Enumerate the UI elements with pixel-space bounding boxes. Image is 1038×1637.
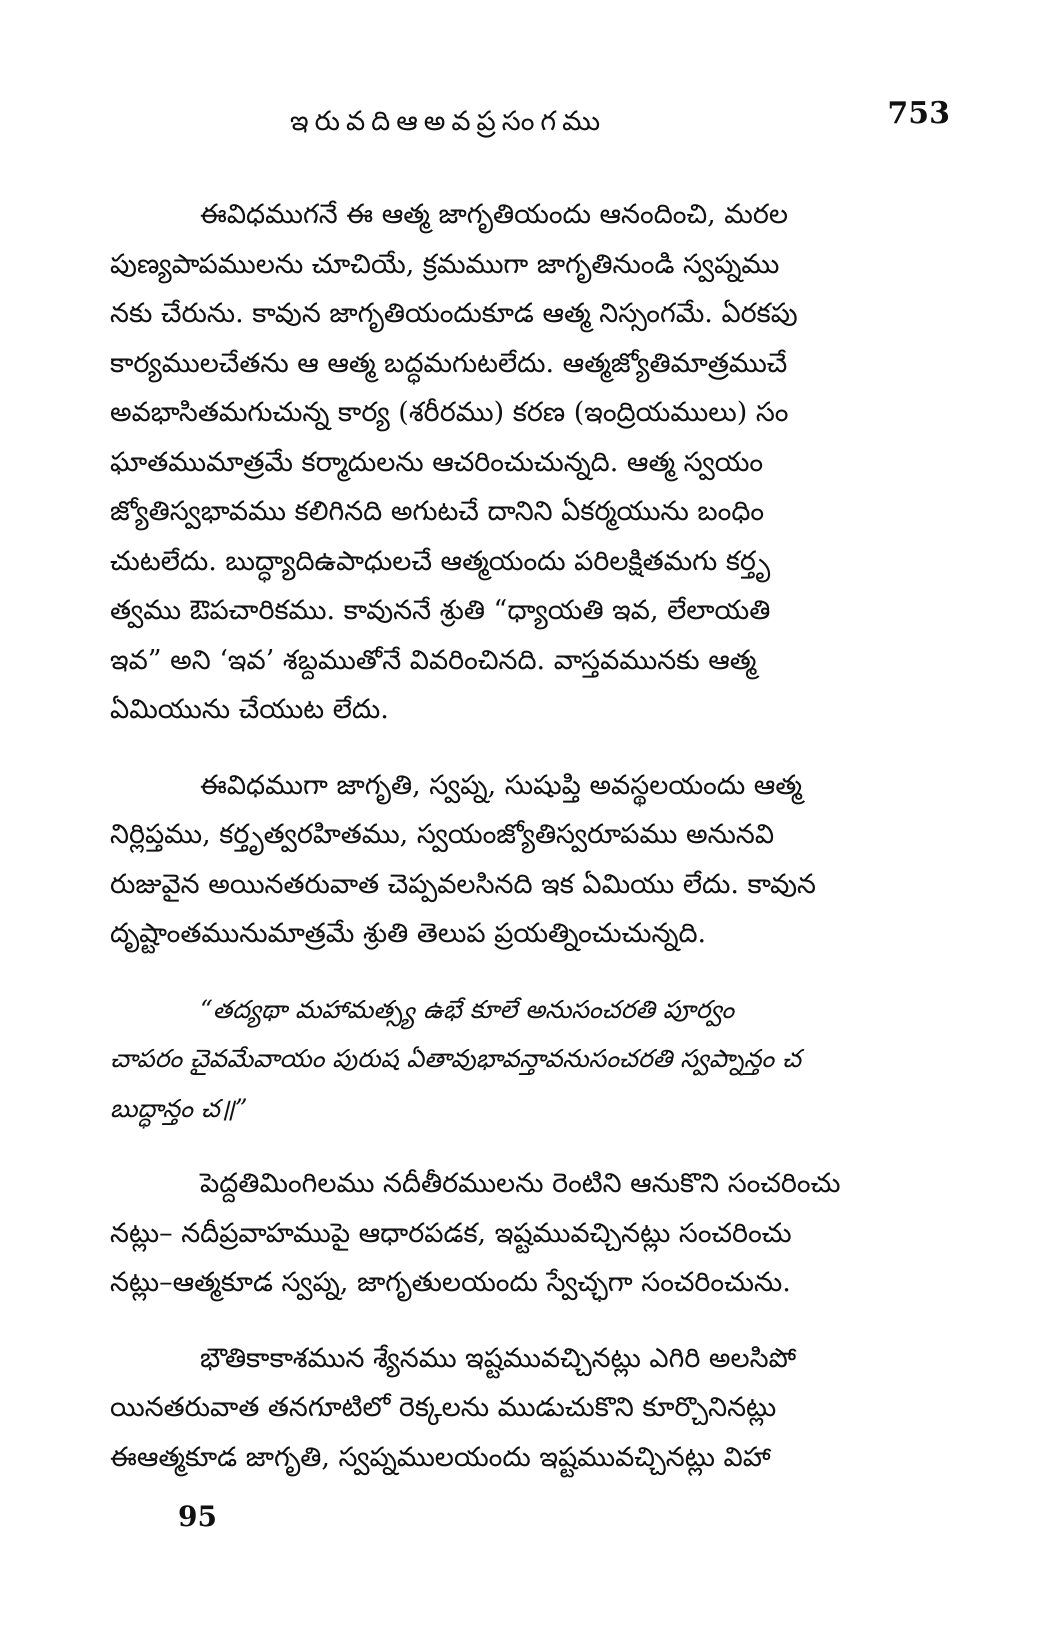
- text-line: బుద్ధాన్తం చ॥”: [110, 1093, 248, 1123]
- paragraph: [110, 1334, 956, 1483]
- text-line: ఏమియును చేయుట లేదు.: [110, 694, 389, 725]
- text-line: రుజువైన అయినతరువాత చెప్పవలసినది ఇక ఏమియు లేదు. కావున: [110, 868, 816, 900]
- page-body: [110, 190, 956, 1508]
- sanskrit-quotation: [110, 985, 956, 1134]
- text-line: నట్లు–ఆత్మకూడ స్వప్న, జాగృతులయందు స్వేచ్ఛగా సంచరించును.: [110, 1267, 791, 1298]
- text-line: పుణ్యపాపములను చూచియే, క్రమముగా జాగృతినుండి స్వప్నము: [110, 248, 780, 280]
- text-line: దృష్టాంతమునుమాత్రమే శ్రుతి తెలుప ప్రయత్నించుచున్నది.: [110, 918, 707, 949]
- text-line: త్వము ఔపచారికము. కావుననే శ్రుతి “ధ్యాయతి ఇవ, లేలాయతి: [110, 595, 771, 626]
- text-line: నకు చేరును. కావున జాగృతియందుకూడ ఆత్మ నిస్సంగమే. ఏరకపు: [110, 298, 798, 329]
- page-header: [0, 92, 1038, 142]
- text-line: ఘాతముమాత్రమే కర్మాదులను ఆచరించుచున్నది. ఆత్మ స్వయం: [110, 446, 764, 478]
- text-line: ఈవిధముగనే ఈ ఆత్మ జాగృతియందు ఆనందించి, మరల: [200, 199, 789, 230]
- running-title: ఇరువదిఆఅవప్రసంగము: [290, 106, 607, 137]
- text-line: నిర్లిప్తము, కర్తృత్వరహితము, స్వయంజ్యోతిస్వరూపము అనునవి: [110, 819, 775, 850]
- text-line: ఇవ” అని ‘ఇవ’ శబ్దముతోనే వివరించినది. వాస్తవమునకు ఆత్మ: [110, 644, 757, 676]
- text-line: చాపరం చైవమేవాయం పురుష ఏతావుభావన్తావనుసంచరతి స్వప్నాన్తం చ: [110, 1044, 802, 1073]
- text-line: చుటలేదు. బుద్ధ్యాదిఉపాధులచే ఆత్మయందు పరిలక్షితమగు కర్తృ: [110, 545, 771, 577]
- paragraph: [110, 761, 956, 959]
- text-line: నట్లు– నదీప్రవాహముపై ఆధారపడక, ఇష్టమువచ్చినట్లు సంచరించు: [110, 1217, 792, 1249]
- paragraph: [110, 190, 956, 735]
- printer-signature-mark: 95: [178, 1500, 217, 1533]
- text-line: పెద్దతిమింగిలము నదీతీరములను రెంటిని ఆనుకొని సంచరించు: [200, 1168, 841, 1199]
- paragraph: [110, 1159, 956, 1308]
- text-line: కార్యములచేతను ఆ ఆత్మ బద్ధమగుటలేదు. ఆత్మజ్యోతిమాత్రముచే: [110, 347, 788, 379]
- text-line: ఈఆత్మకూడ జాగృతి, స్వప్నములయందు ఇష్టమువచ్చినట్లు విహా: [110, 1441, 771, 1473]
- text-line: “తద్యథా మహామత్స్య ఉభే కూలే అనుసంచరతి పూర్వం: [200, 994, 735, 1024]
- text-line: యినతరువాత తనగూటిలో రెక్కలను ముడుచుకొని కూర్చొనినట్లు: [110, 1392, 777, 1423]
- text-line: జ్యోతిస్వభావము కలిగినది అగుటచే దానిని ఏకర్మయును బంధిం: [110, 496, 765, 527]
- page-number: 753: [887, 96, 950, 131]
- text-line: ఈవిధముగా జాగృతి, స్వప్న, సుషుప్తి అవస్థలయందు ఆత్మ: [200, 769, 802, 801]
- text-line: భౌతికాకాశమున శ్యేనము ఇష్టమువచ్చినట్లు ఎగిరి అలసిపో: [200, 1342, 797, 1374]
- text-line: అవభాసితమగుచున్న కార్య (శరీరము) కరణ (ఇంద్రియములు) సం: [110, 397, 789, 428]
